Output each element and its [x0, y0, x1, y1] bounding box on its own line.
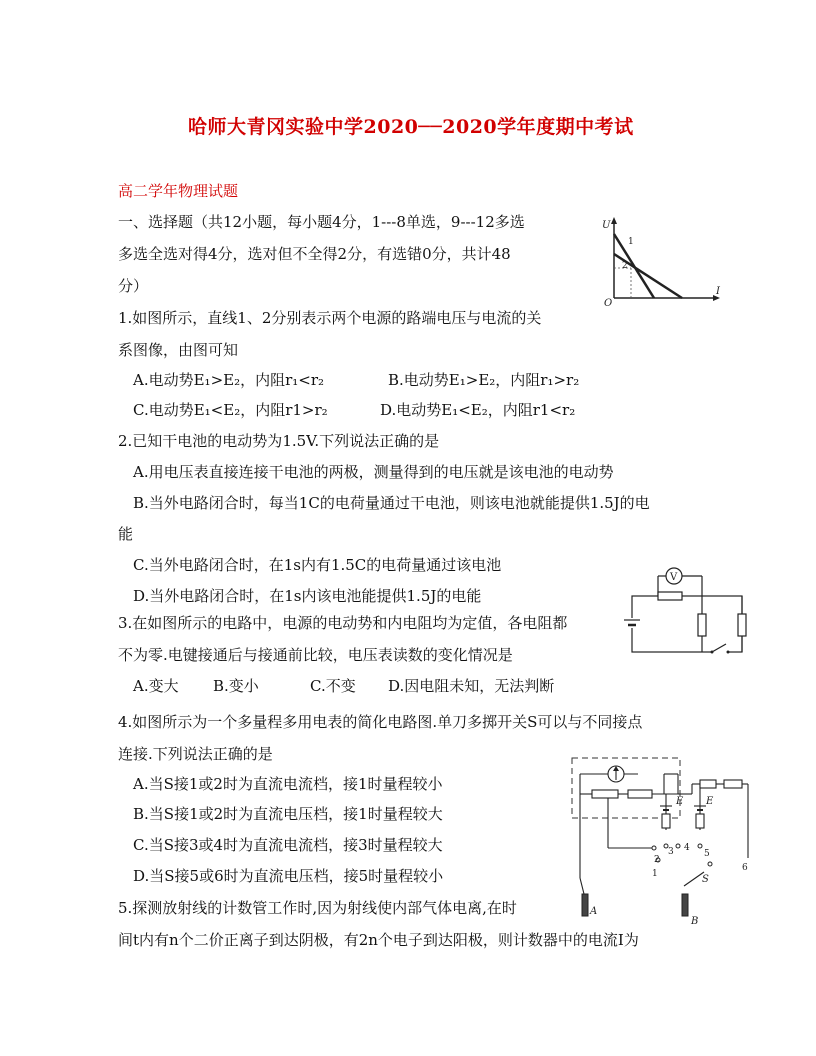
- origin-label: O: [604, 298, 613, 309]
- question-1-stem-line-1: 1.如图所示，直线1、2分别表示两个电源的路端电压与电流的关: [118, 309, 542, 327]
- section-instructions-line-2: 多选全选对得4分，选对但不全得2分，有选错0分，共计48: [118, 245, 511, 263]
- question-1-stem-line-2: 系图像，由图可知: [118, 341, 239, 359]
- contact-6-label: 6: [742, 863, 748, 873]
- probe-a-icon: [582, 894, 588, 916]
- probe-a-label: A: [590, 906, 598, 917]
- question-2-option-c: C.当外电路闭合时，在1s内有1.5C的电荷量通过该电池: [133, 556, 502, 574]
- question-2-option-a: A.用电压表直接连接干电池的两极，测量得到的电压就是该电池的电动势: [133, 463, 614, 481]
- contact-1-label: 1: [652, 869, 658, 879]
- question-4-option-a: A.当S接1或2时为直流电流档，接1时量程较小: [133, 775, 443, 793]
- question-4-stem-line-2: 连接.下列说法正确的是: [118, 745, 273, 763]
- u-axis-label: U: [602, 220, 611, 231]
- question-1-option-d: D.电动势E₁<E₂，内阻r1<r₂: [380, 401, 576, 419]
- shunt-resistor-2-icon: [628, 790, 652, 798]
- section-instructions-line-1: 一、选择题（共12小题，每小题4分，1---8单选，9---12多选: [118, 213, 525, 231]
- contact-4-label: 4: [684, 843, 690, 853]
- exam-subtitle: 高二学年物理试题: [118, 182, 239, 200]
- variable-resistor-2-icon: [696, 814, 704, 828]
- i-axis-label: I: [716, 286, 720, 297]
- probe-b-label: B: [691, 916, 699, 927]
- middle-resistor-icon: [698, 614, 706, 636]
- contact-5-label: 5: [704, 849, 710, 859]
- question-1-option-a: A.电动势E₁>E₂，内阻r₁<r₂: [133, 371, 325, 389]
- question-1-option-b: B.电动势E₁>E₂，内阻r₁>r₂: [388, 371, 580, 389]
- series-resistor-icon: [658, 592, 682, 600]
- voltmeter-circuit-figure: [618, 558, 752, 658]
- question-4-option-b: B.当S接1或2时为直流电压档，接1时量程较大: [133, 805, 443, 823]
- question-3-option-d: D.因电阻未知，无法判断: [388, 677, 555, 695]
- variable-resistor-1-icon: [662, 814, 670, 828]
- question-3-stem-line-1: 3.在如图所示的电路中，电源的电动势和内电阻均为定值，各电阻都: [118, 614, 568, 632]
- question-3-stem-line-2: 不为零.电键接通后与接通前比较，电压表读数的变化情况是: [118, 646, 513, 664]
- switch-s-label: S: [702, 874, 709, 885]
- multiplier-resistor-1-icon: [700, 780, 716, 788]
- question-4-stem-line-1: 4.如图所示为一个多量程多用电表的简化电路图.单刀多掷开关S可以与不同接点: [118, 713, 643, 731]
- shunt-resistor-1-icon: [592, 790, 618, 798]
- line-1-label: 1: [628, 237, 634, 247]
- contact-2-label: 2: [654, 855, 660, 865]
- u-i-graph-figure: [596, 214, 726, 310]
- battery-e1-label: E: [676, 796, 684, 807]
- question-5-stem-line-1: 5.探测放射线的计数管工作时,因为射线使内部气体电离,在时: [118, 899, 517, 917]
- battery-e2-label: E: [706, 796, 714, 807]
- section-instructions-line-3: 分）: [118, 277, 149, 295]
- contact-3-label: 3: [668, 847, 674, 857]
- right-resistor-icon: [738, 614, 746, 636]
- question-2-option-b-line-1: B.当外电路闭合时，每当1C的电荷量通过干电池，则该电池就能提供1.5J的电: [133, 494, 650, 512]
- multiplier-resistor-2-icon: [724, 780, 742, 788]
- line-2-label: 2: [622, 261, 628, 271]
- page-title: 哈师大青冈实验中学2020──2020学年度期中考试: [188, 116, 634, 138]
- probe-b-icon: [682, 894, 688, 916]
- question-2-stem: 2.已知干电池的电动势为1.5V.下列说法正确的是: [118, 432, 440, 450]
- question-5-stem-line-2: 间t内有n个二价正离子到达阴极，有2n个电子到达阳极，则计数器中的电流I为: [118, 931, 639, 949]
- question-2-option-d: D.当外电路闭合时，在1s内该电池能提供1.5J的电能: [133, 587, 482, 605]
- question-2-option-b-line-2: 能: [118, 525, 134, 543]
- voltmeter-label: V: [670, 572, 678, 583]
- question-1-option-c: C.电动势E₁<E₂，内阻r1>r₂: [133, 401, 328, 419]
- question-4-option-d: D.当S接5或6时为直流电压档，接5时量程较小: [133, 867, 444, 885]
- question-3-option-a: A.变大: [133, 677, 179, 695]
- multimeter-circuit-figure: [566, 754, 756, 930]
- question-4-option-c: C.当S接3或4时为直流电流档，接3时量程较大: [133, 836, 443, 854]
- question-3-option-b: B.变小: [213, 677, 259, 695]
- question-3-option-c: C.不变: [310, 677, 356, 695]
